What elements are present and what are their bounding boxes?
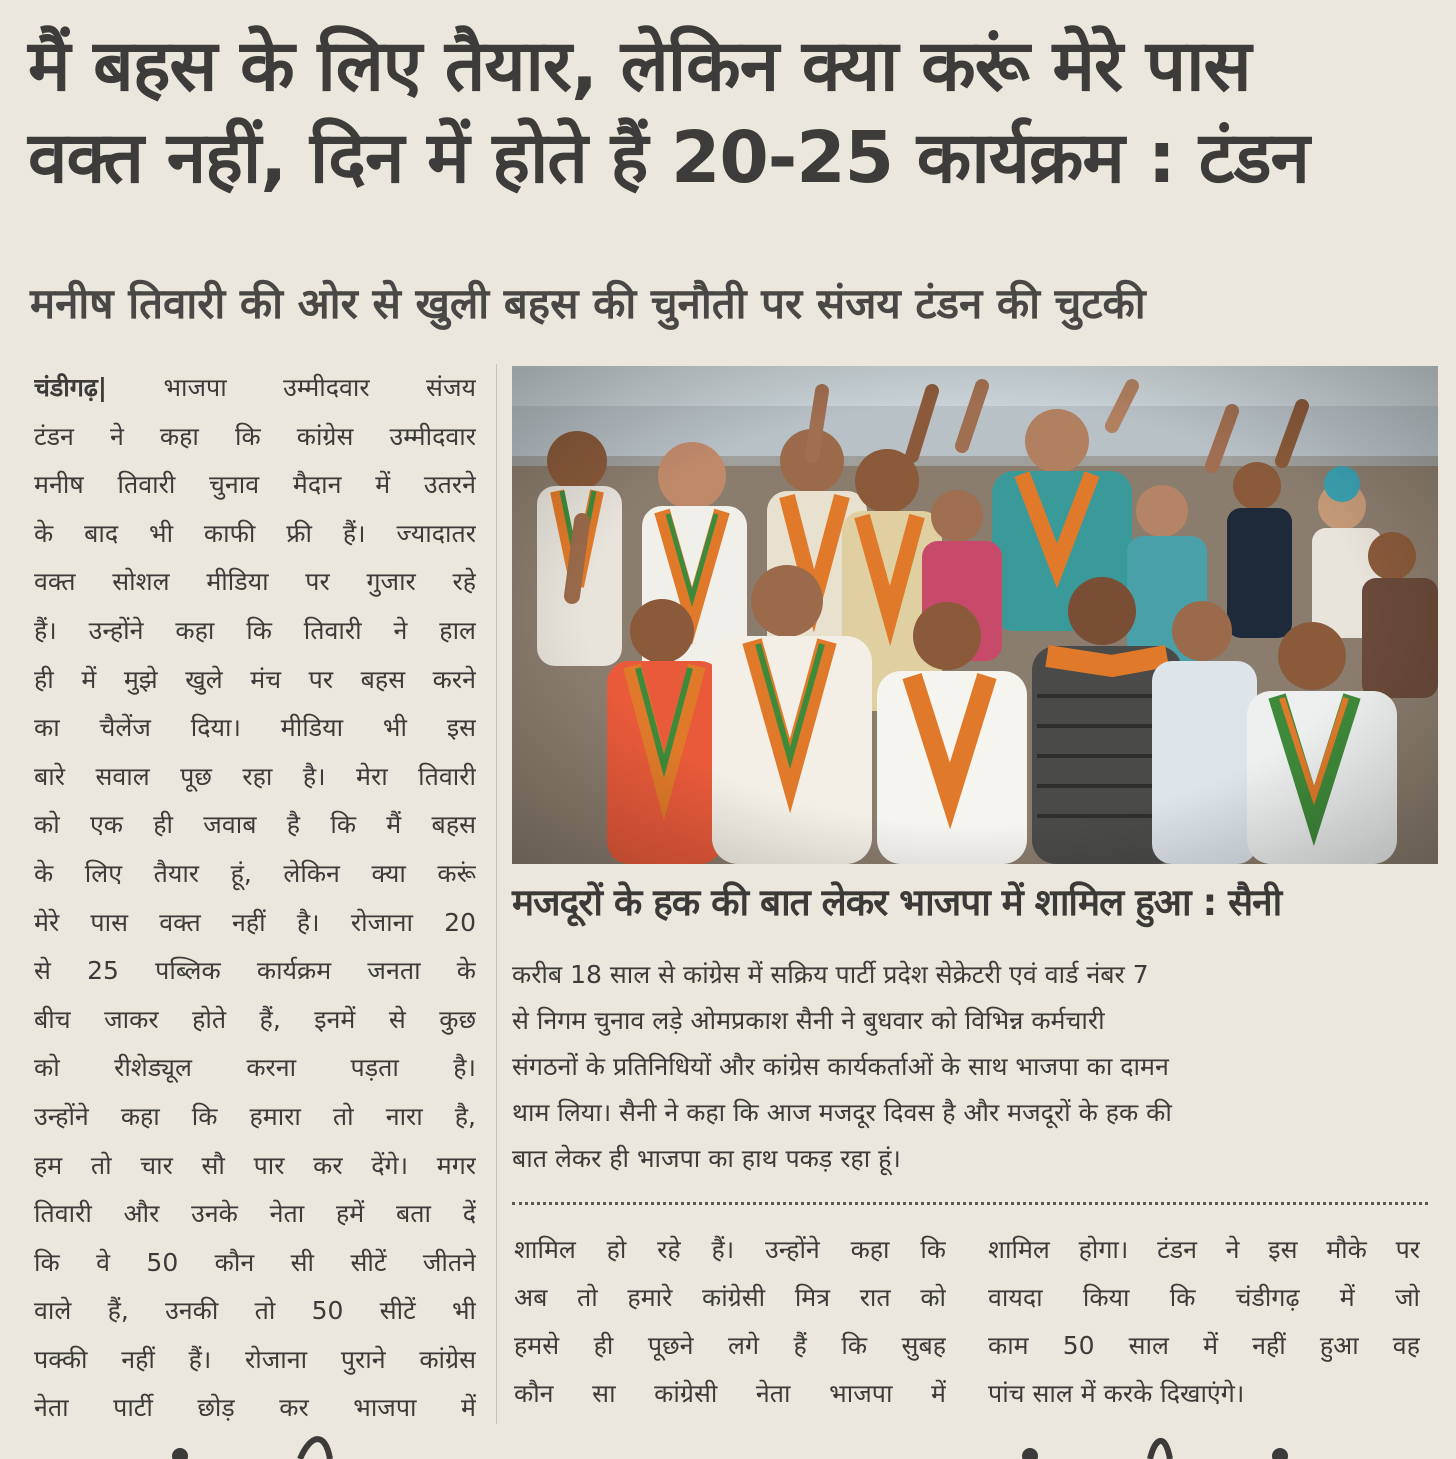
- story-line: मेरे पास वक्त नहीं है। रोजाना 20: [34, 907, 476, 937]
- story-line: हम तो चार सौ पार कर देंगे। मगर: [34, 1150, 476, 1180]
- story-line: कौन सा कांग्रेसी नेता भाजपा में: [514, 1379, 946, 1408]
- continuation-column-right: [988, 1226, 1420, 1418]
- cropped-next-headline: [150, 1430, 1350, 1459]
- story-line: पांच साल में करके दिखाएंगे।: [988, 1379, 1245, 1408]
- photo-story-line: करीब 18 साल से कांग्रेस में सक्रिय पार्टी प्रदेश सेक्रेटरी एवं वार्ड नंबर 7: [512, 960, 1149, 989]
- story-line: बीच जाकर होते हैं, इनमें से कुछ: [34, 1004, 476, 1034]
- photo-story-line: थाम लिया। सैनी ने कहा कि आज मजदूर दिवस है और मजदूरों के हक की: [512, 1098, 1172, 1127]
- story-line: काम 50 साल में नहीं हुआ वह: [988, 1331, 1420, 1360]
- story-line: उन्होंने कहा कि हमारा तो नारा है,: [34, 1101, 476, 1131]
- dotted-separator: [512, 1202, 1428, 1205]
- headline-line-1: मैं बहस के लिए तैयार, लेकिन क्या करूं मेरे पास: [28, 24, 1251, 107]
- story-line: मनीष तिवारी चुनाव मैदान में उतरने: [34, 470, 476, 500]
- story-line: टंडन ने कहा कि कांग्रेस उम्मीदवार: [34, 421, 476, 451]
- story-line: हैं। उन्होंने कहा कि तिवारी ने हाल: [34, 615, 476, 645]
- photo-story-headline: मजदूरों के हक की बात लेकर भाजपा में शामिल हुआ : सैनी: [512, 881, 1282, 924]
- story-line: वाले हैं, उनकी तो 50 सीटें भी: [34, 1296, 476, 1326]
- story-line: वायदा किया कि चंडीगढ़ में जो: [988, 1283, 1420, 1312]
- story-line-text: भाजपा उम्मीदवार संजय: [107, 373, 476, 402]
- story-line: का चैलेंज दिया। मीडिया भी इस: [34, 713, 476, 743]
- group-photo: [512, 366, 1438, 864]
- story-line: को रीशेड्यूल करना पड़ता है।: [34, 1053, 476, 1083]
- column-divider: [496, 364, 497, 1424]
- photo-story-body: [512, 952, 1392, 1182]
- story-line: हमसे ही पूछने लगे हैं कि सुबह: [514, 1331, 946, 1360]
- story-line: ही में मुझे खुले मंच पर बहस करने: [34, 664, 476, 694]
- photo-story-line: संगठनों के प्रतिनिधियों और कांग्रेस कार्यकर्ताओं के साथ भाजपा का दामन: [512, 1052, 1169, 1081]
- headline: [28, 20, 1428, 204]
- main-story-column: [34, 364, 476, 1424]
- story-line: तिवारी और उनके नेता हमें बता दें: [34, 1199, 476, 1229]
- dateline: चंडीगढ़|: [34, 373, 108, 402]
- story-line: के बाद भी काफी फ्री हैं। ज्यादातर: [34, 518, 476, 548]
- cropped-text-fragments: [150, 1430, 1350, 1459]
- photo-story-line: बात लेकर ही भाजपा का हाथ पकड़ रहा हूं।: [512, 1144, 901, 1173]
- story-line: शामिल हो रहे हैं। उन्होंने कहा कि: [514, 1235, 946, 1264]
- story-line: पक्की नहीं हैं। रोजाना पुराने कांग्रेस: [34, 1344, 476, 1374]
- photo-story-line: से निगम चुनाव लड़े ओमप्रकाश सैनी ने बुधवार को विभिन्न कर्मचारी: [512, 1006, 1105, 1035]
- story-line: के लिए तैयार हूं, लेकिन क्या करूं: [34, 858, 476, 888]
- story-line: [34, 364, 476, 413]
- group-photo-illustration: [512, 366, 1438, 864]
- story-line: नेता पार्टी छोड़ कर भाजपा में: [34, 1393, 476, 1423]
- story-line: अब तो हमारे कांग्रेसी मित्र रात को: [514, 1283, 946, 1312]
- story-line: कि वे 50 कौन सी सीटें जीतने: [34, 1247, 476, 1277]
- story-line: को एक ही जवाब है कि मैं बहस: [34, 810, 476, 840]
- story-line: से 25 पब्लिक कार्यक्रम जनता के: [34, 956, 476, 986]
- story-line: बारे सवाल पूछ रहा है। मेरा तिवारी: [34, 761, 476, 791]
- subheadline: मनीष तिवारी की ओर से खुली बहस की चुनौती पर संजय टंडन की चुटकी: [30, 279, 1146, 328]
- continuation-column-middle: [514, 1226, 946, 1418]
- story-line: शामिल होगा। टंडन ने इस मौके पर: [988, 1235, 1420, 1264]
- story-line: वक्त सोशल मीडिया पर गुजार रहे: [34, 567, 476, 597]
- headline-line-2: वक्त नहीं, दिन में होते हैं 20-25 कार्यक्रम : टंडन: [28, 116, 1309, 199]
